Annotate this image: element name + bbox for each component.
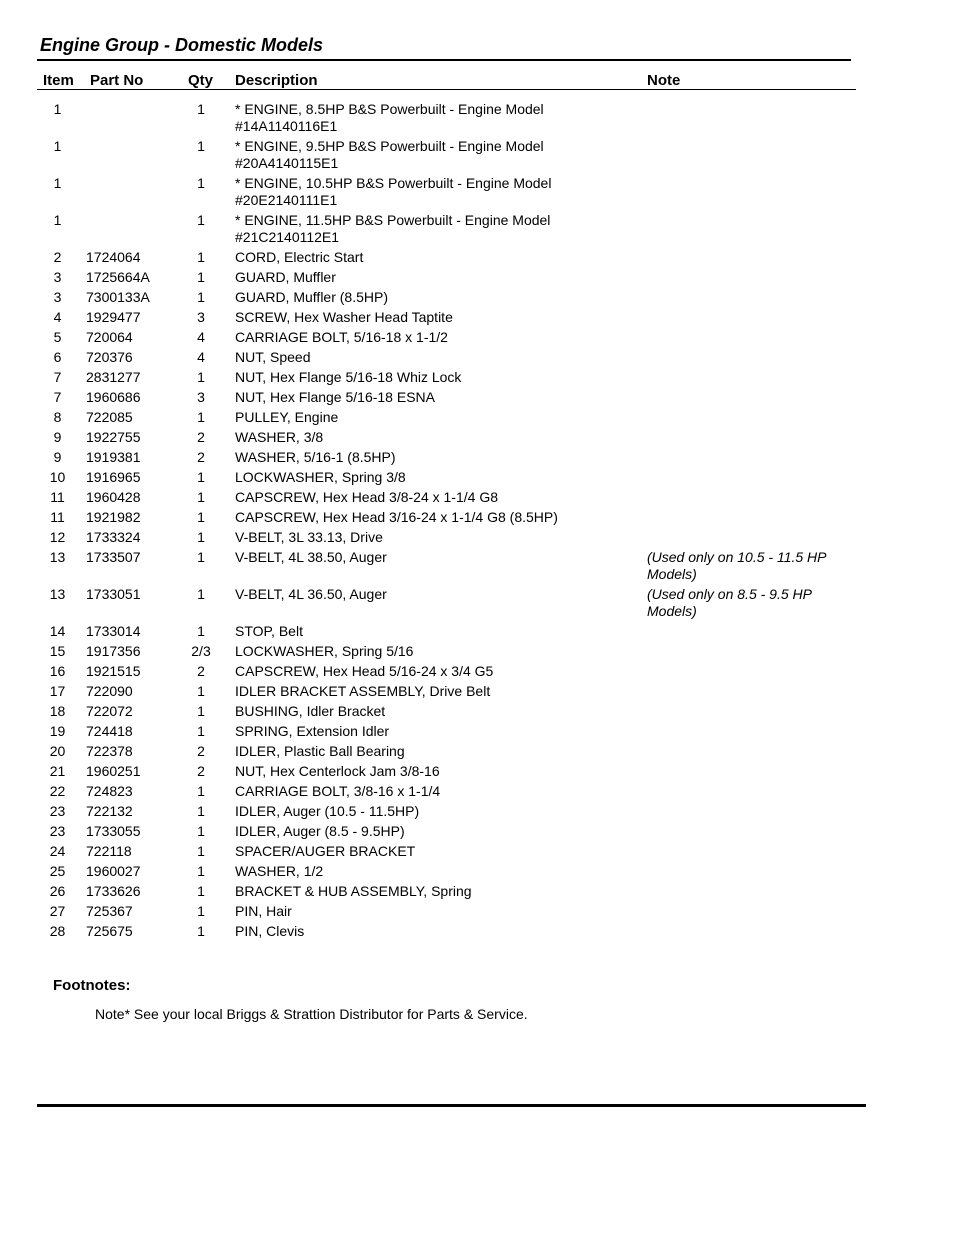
table-row (0, 549, 954, 586)
description-cell: V-BELT, 4L 38.50, Auger (235, 549, 387, 565)
item-number-cell: 18 (49, 703, 66, 719)
description-cell: CAPSCREW, Hex Head 5/16-24 x 3/4 G5 (235, 663, 494, 679)
description-cell: BUSHING, Idler Bracket (235, 703, 386, 719)
table-row (0, 429, 954, 449)
item-number-cell: 17 (49, 683, 66, 699)
table-row (0, 863, 954, 883)
parts-table-body (0, 101, 954, 943)
description-cell: WASHER, 1/2 (235, 863, 324, 879)
item-number-cell: 11 (50, 509, 65, 525)
item-number-cell: 25 (49, 863, 66, 879)
item-number-cell: 7 (53, 369, 62, 385)
table-row (0, 269, 954, 289)
quantity-cell: 1 (197, 823, 205, 839)
quantity-cell: 2 (197, 429, 205, 445)
quantity-cell: 1 (197, 803, 205, 819)
quantity-cell: 1 (197, 863, 205, 879)
description-cell: SPACER/AUGER BRACKET (235, 843, 416, 859)
item-number-cell: 21 (49, 763, 66, 779)
part-number-cell: 1733051 (86, 586, 141, 602)
item-number-cell: 22 (49, 783, 66, 799)
item-number-cell: 16 (49, 663, 66, 679)
column-header-qty: Qty (188, 72, 214, 89)
part-number-cell: 724823 (86, 783, 133, 799)
table-row (0, 823, 954, 843)
description-cell: NUT, Speed (235, 349, 311, 365)
item-number-cell: 12 (49, 529, 66, 545)
description-cell: NUT, Hex Flange 5/16-18 ESNA (235, 389, 435, 405)
quantity-cell: 1 (197, 489, 205, 505)
bottom-divider (37, 1104, 866, 1107)
part-number-cell: 722118 (86, 843, 132, 859)
item-number-cell: 28 (49, 923, 66, 939)
note-cell: (Used only on 8.5 - 9.5 HP Models) (647, 586, 812, 619)
part-number-cell: 722132 (86, 803, 133, 819)
item-number-cell: 24 (49, 843, 66, 859)
table-row (0, 489, 954, 509)
column-header-item: Item (43, 72, 74, 89)
footnote-text: Note* See your local Briggs & Strattion Distributor for Parts & Service. (95, 1006, 528, 1022)
quantity-cell: 2 (197, 449, 205, 465)
part-number-cell: 1725664A (86, 269, 150, 285)
table-row (0, 309, 954, 329)
quantity-cell: 1 (197, 586, 205, 602)
quantity-cell: 3 (197, 389, 205, 405)
part-number-cell: 1733324 (86, 529, 141, 545)
table-row (0, 349, 954, 369)
quantity-cell: 1 (197, 783, 205, 799)
part-number-cell: 722378 (86, 743, 133, 759)
table-row (0, 663, 954, 683)
item-number-cell: 7 (53, 389, 62, 405)
quantity-cell: 1 (197, 175, 205, 191)
table-row (0, 623, 954, 643)
table-row (0, 803, 954, 823)
part-number-cell: 1921515 (86, 663, 141, 679)
quantity-cell: 4 (197, 349, 205, 365)
part-number-cell: 1733055 (86, 823, 141, 839)
item-number-cell: 11 (50, 489, 65, 505)
item-number-cell: 19 (49, 723, 66, 739)
part-number-cell: 724418 (86, 723, 133, 739)
quantity-cell: 1 (197, 101, 205, 117)
part-number-cell: 720376 (86, 349, 133, 365)
table-row (0, 289, 954, 309)
item-number-cell: 13 (49, 549, 66, 565)
quantity-cell: 1 (197, 249, 205, 265)
quantity-cell: 2/3 (191, 643, 211, 659)
item-number-cell: 8 (53, 409, 62, 425)
quantity-cell: 3 (197, 309, 205, 325)
table-row (0, 743, 954, 763)
quantity-cell: 1 (197, 623, 205, 639)
description-cell: V-BELT, 4L 36.50, Auger (235, 586, 387, 602)
description-cell: IDLER, Auger (8.5 - 9.5HP) (235, 823, 405, 839)
title-divider (37, 59, 851, 61)
table-row (0, 469, 954, 489)
quantity-cell: 1 (197, 549, 205, 565)
item-number-cell: 3 (53, 289, 62, 305)
description-cell: * ENGINE, 8.5HP B&S Powerbuilt - Engine Model #14A1140116E1 (235, 101, 544, 134)
table-row (0, 903, 954, 923)
part-number-cell: 722085 (86, 409, 133, 425)
quantity-cell: 1 (197, 923, 205, 939)
part-number-cell: 722072 (86, 703, 133, 719)
item-number-cell: 27 (49, 903, 66, 919)
item-number-cell: 23 (49, 803, 66, 819)
quantity-cell: 1 (197, 469, 205, 485)
description-cell: WASHER, 5/16-1 (8.5HP) (235, 449, 396, 465)
table-row (0, 529, 954, 549)
description-cell: LOCKWASHER, Spring 3/8 (235, 469, 406, 485)
description-cell: BRACKET & HUB ASSEMBLY, Spring (235, 883, 472, 899)
quantity-cell: 1 (197, 212, 205, 228)
part-number-cell: 1929477 (86, 309, 141, 325)
item-number-cell: 2 (53, 249, 62, 265)
part-number-cell: 2831277 (86, 369, 141, 385)
description-cell: CAPSCREW, Hex Head 3/16-24 x 1-1/4 G8 (8.5HP) (235, 509, 558, 525)
description-cell: * ENGINE, 10.5HP B&S Powerbuilt - Engine Model #20E2140111E1 (235, 175, 552, 208)
part-number-cell: 1960428 (86, 489, 141, 505)
part-number-cell: 1733626 (86, 883, 141, 899)
page-title: Engine Group - Domestic Models (40, 35, 324, 55)
item-number-cell: 1 (53, 138, 62, 154)
item-number-cell: 1 (53, 175, 62, 191)
description-cell: STOP, Belt (235, 623, 303, 639)
table-row (0, 101, 954, 138)
item-number-cell: 15 (49, 643, 66, 659)
note-cell: (Used only on 10.5 - 11.5 HP Models) (647, 549, 826, 582)
item-number-cell: 4 (53, 309, 62, 325)
footnotes-title: Footnotes: (53, 977, 131, 994)
quantity-cell: 1 (197, 723, 205, 739)
description-cell: LOCKWASHER, Spring 5/16 (235, 643, 414, 659)
quantity-cell: 2 (197, 743, 205, 759)
description-cell: PIN, Clevis (235, 923, 305, 939)
quantity-cell: 4 (197, 329, 205, 345)
table-row (0, 703, 954, 723)
part-number-cell: 1921982 (86, 509, 141, 525)
table-row (0, 586, 954, 623)
description-cell: * ENGINE, 11.5HP B&S Powerbuilt - Engine Model #21C2140112E1 (235, 212, 551, 245)
table-row (0, 369, 954, 389)
item-number-cell: 6 (53, 349, 62, 365)
table-row (0, 175, 954, 212)
part-number-cell: 1922755 (86, 429, 141, 445)
item-number-cell: 26 (49, 883, 66, 899)
table-row (0, 683, 954, 703)
part-number-cell: 725367 (86, 903, 133, 919)
table-row (0, 763, 954, 783)
table-row (0, 389, 954, 409)
quantity-cell: 1 (197, 703, 205, 719)
item-number-cell: 23 (49, 823, 66, 839)
quantity-cell: 2 (197, 763, 205, 779)
table-row (0, 723, 954, 743)
description-cell: CAPSCREW, Hex Head 3/8-24 x 1-1/4 G8 (235, 489, 498, 505)
table-row (0, 138, 954, 175)
item-number-cell: 20 (49, 743, 66, 759)
part-number-cell: 1919381 (86, 449, 141, 465)
item-number-cell: 9 (53, 449, 62, 465)
table-row (0, 843, 954, 863)
description-cell: GUARD, Muffler (235, 269, 336, 285)
table-row (0, 509, 954, 529)
item-number-cell: 14 (49, 623, 66, 639)
item-number-cell: 3 (53, 269, 62, 285)
description-cell: CORD, Electric Start (235, 249, 364, 265)
table-row (0, 643, 954, 663)
part-number-cell: 7300133A (86, 289, 150, 305)
table-row (0, 883, 954, 903)
table-row (0, 249, 954, 269)
table-row (0, 783, 954, 803)
quantity-cell: 1 (197, 289, 205, 305)
description-cell: NUT, Hex Flange 5/16-18 Whiz Lock (235, 369, 462, 385)
description-cell: * ENGINE, 9.5HP B&S Powerbuilt - Engine Model #20A4140115E1 (235, 138, 544, 171)
item-number-cell: 10 (49, 469, 66, 485)
quantity-cell: 1 (197, 683, 205, 699)
description-cell: SCREW, Hex Washer Head Taptite (235, 309, 453, 325)
part-number-cell: 725675 (86, 923, 133, 939)
item-number-cell: 1 (53, 101, 62, 117)
quantity-cell: 2 (197, 663, 205, 679)
table-row (0, 409, 954, 429)
description-cell: IDLER, Auger (10.5 - 11.5HP) (235, 803, 420, 819)
table-row (0, 923, 954, 943)
quantity-cell: 1 (197, 269, 205, 285)
part-number-cell: 722090 (86, 683, 133, 699)
description-cell: IDLER, Plastic Ball Bearing (235, 743, 405, 759)
part-number-cell: 1733014 (86, 623, 141, 639)
part-number-cell: 1724064 (86, 249, 141, 265)
item-number-cell: 1 (53, 212, 62, 228)
item-number-cell: 5 (53, 329, 62, 345)
description-cell: CARRIAGE BOLT, 5/16-18 x 1-1/2 (235, 329, 448, 345)
table-row (0, 329, 954, 349)
quantity-cell: 1 (197, 843, 205, 859)
quantity-cell: 1 (197, 138, 205, 154)
column-header-note: Note (647, 72, 681, 89)
item-number-cell: 13 (49, 586, 66, 602)
description-cell: IDLER BRACKET ASSEMBLY, Drive Belt (235, 683, 491, 699)
quantity-cell: 1 (197, 409, 205, 425)
description-cell: PIN, Hair (235, 903, 292, 919)
part-number-cell: 1960251 (86, 763, 141, 779)
quantity-cell: 1 (197, 369, 205, 385)
table-row (0, 212, 954, 249)
description-cell: SPRING, Extension Idler (235, 723, 390, 739)
part-number-cell: 720064 (86, 329, 133, 345)
part-number-cell: 1960027 (86, 863, 141, 879)
column-header-description: Description (235, 72, 318, 89)
table-row (0, 449, 954, 469)
part-number-cell: 1916965 (86, 469, 141, 485)
quantity-cell: 1 (197, 509, 205, 525)
quantity-cell: 1 (197, 883, 205, 899)
description-cell: WASHER, 3/8 (235, 429, 324, 445)
quantity-cell: 1 (197, 903, 205, 919)
part-number-cell: 1960686 (86, 389, 141, 405)
description-cell: GUARD, Muffler (8.5HP) (235, 289, 388, 305)
description-cell: CARRIAGE BOLT, 3/8-16 x 1-1/4 (235, 783, 441, 799)
header-divider (37, 89, 856, 90)
part-number-cell: 1733507 (86, 549, 141, 565)
item-number-cell: 9 (53, 429, 62, 445)
description-cell: NUT, Hex Centerlock Jam 3/8-16 (235, 763, 440, 779)
description-cell: V-BELT, 3L 33.13, Drive (235, 529, 383, 545)
quantity-cell: 1 (197, 529, 205, 545)
part-number-cell: 1917356 (86, 643, 141, 659)
column-header-part-no: Part No (90, 72, 144, 89)
description-cell: PULLEY, Engine (235, 409, 339, 425)
